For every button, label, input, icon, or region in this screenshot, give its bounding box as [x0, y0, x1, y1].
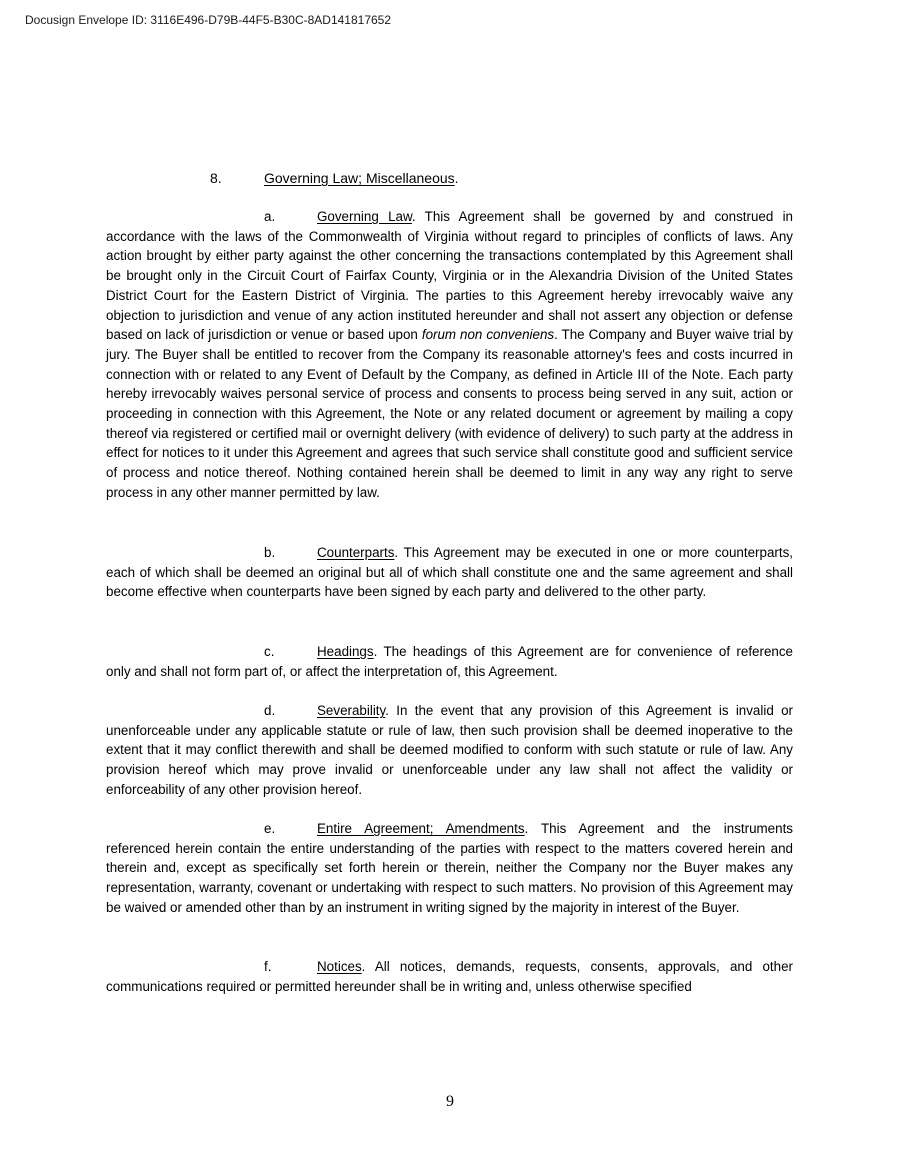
clause-text: . This Agreement shall be governed by and construed in accordance with the laws of the Commonwealth of Virginia without regard to principles of conflicts of laws. Any action brought by either party against the other concerning the transactions contemplated by this Agreement shall be brought only in the Circuit Court of Fairfax County, Virginia or in the Alexandria Division of the United States District Court for the Eastern District of Virginia. The parties to this Agreement hereby irrevocably waive any objection to jurisdiction and venue of any action instituted hereunder and shall not assert any objection or defense based on lack of jurisdiction or venue or based upon: [106, 209, 794, 343]
section-title-period: .: [454, 170, 459, 186]
section-title: Governing Law; Miscellaneous: [264, 170, 455, 186]
clause-letter: f.: [264, 959, 272, 974]
clause-headings: [106, 642, 793, 681]
page-number: 9: [446, 1093, 454, 1110]
clause-title: Entire Agreement; Amendments: [317, 821, 525, 836]
clause-text-continued: . The Company and Buyer waive trial by jury. The Buyer shall be entitled to recover from the Company its reasonable attorney's fees and costs incurred in connection with or related to any Event of Default by the Company, as defined in Article III of the Note. Each party hereby irrevocably waives personal service of process and consents to process being served in any suit, action or proceeding in connection with this Agreement, the Note or any related document or agreement by mailing a copy thereof via registered or certified mail or overnight delivery (with evidence of delivery) to such party at the address in effect for notices to it under this Agreement and agrees that such service shall constitute good and sufficient service of process and notice thereof. Nothing contained herein shall be deemed to limit in any way any right to serve process in any other manner permitted by law.: [106, 327, 793, 500]
clause-text: . This Agreement may be executed in one or more counterparts, each of which shall be deemed an original but all of which shall constitute one and the same agreement and shall become effective when counterparts have been signed by each party and delivered to the other party.: [106, 545, 793, 600]
clause-title: Headings: [317, 644, 374, 659]
section-number: 8.: [210, 170, 222, 186]
clause-text: . This Agreement and the instruments referenced herein contain the entire understanding of the parties with respect to the matters covered herein and therein and, except as specifically set forth herein or therein, neither the Company nor the Buyer makes any representation, warranty, covenant or undertaking with respect to such matters. No provision of this Agreement may be waived or amended other than by an instrument in writing signed by the majority in interest of the Buyer.: [106, 821, 793, 915]
clause-letter: d.: [264, 703, 276, 718]
clause-text: . In the event that any provision of this Agreement is invalid or unenforceable under any applicable statute or rule of law, then such provision shall be deemed inoperative to the extent that it may conflict therewith and shall be deemed modified to conform with such statute or rule of law. Any provision hereof which may prove invalid or unenforceable under any law shall not affect the validity or enforceability of any other provision hereof.: [106, 703, 793, 797]
clause-letter: e.: [264, 821, 276, 836]
clause-notices: [106, 957, 793, 996]
clause-governing-law: [106, 207, 793, 503]
clause-title: Counterparts: [317, 545, 395, 560]
clause-italic-term: forum non conveniens: [421, 327, 555, 343]
clause-counterparts: [106, 543, 793, 602]
docusign-envelope-id: Docusign Envelope ID: 3116E496-D79B-44F5-B30C-8AD141817652: [25, 13, 392, 27]
clause-letter: b.: [264, 545, 276, 560]
clause-title: Notices: [317, 959, 362, 974]
clause-title: Severability: [317, 703, 386, 718]
clause-title: Governing Law: [317, 209, 412, 224]
clause-text: . All notices, demands, requests, consents, approvals, and other communications required or permitted hereunder shall be in writing and, unless otherwise specified: [106, 959, 793, 994]
clause-text: . The headings of this Agreement are for convenience of reference only and shall not form part of, or affect the interpretation of, this Agreement.: [106, 644, 793, 679]
section-heading: [210, 168, 459, 188]
clause-letter: c.: [264, 644, 275, 659]
clause-entire-agreement: [106, 819, 793, 918]
clause-letter: a.: [264, 209, 276, 224]
clause-severability: [106, 701, 793, 800]
